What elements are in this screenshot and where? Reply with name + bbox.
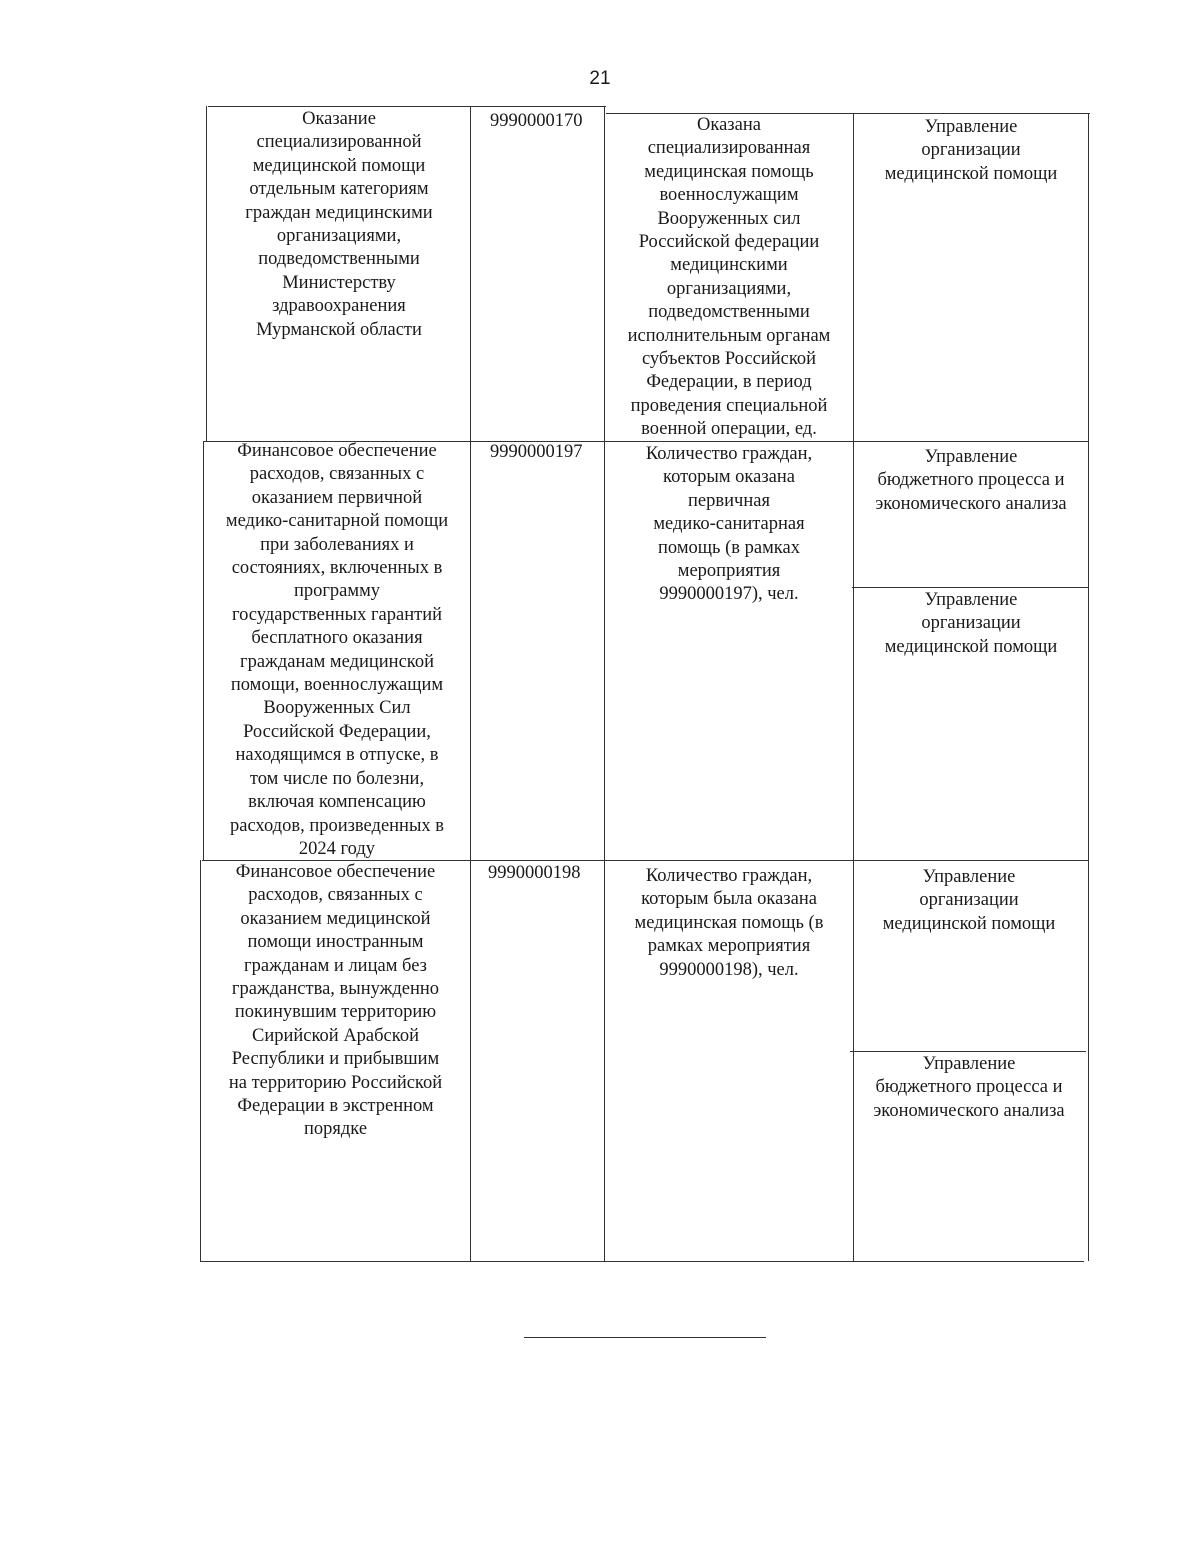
- footer-rule: [524, 1337, 766, 1338]
- event-cell: Оказание специализированной медицинской помощи отдельным категориям граждан медицинскими организациями, подведомственными Министерству здравоохранения Мурманской области: [245, 109, 433, 340]
- responsible-cell: Управление организации медицинской помощи: [884, 590, 1058, 657]
- table-border-left: [206, 106, 207, 441]
- event-cell: Финансовое обеспечение расходов, связанных с оказанием первичной медико-санитарной помощи при заболеваниях и состояниях, включенных в программу государственных гарантий бесплатного оказания гражданам медицинской помощи, военнослужащим Вооруженных Сил Российской Федерации, находящимся в отпуске, в том числе по болезни, включая компенсацию расходов, произведенных в 2024 году: [225, 441, 449, 859]
- table-border-right: [1088, 113, 1089, 1261]
- table-border-top-left: [208, 106, 606, 107]
- event-cell: Финансовое обеспечение расходов, связанных с оказанием медицинской помощи иностранным гражданам и лицам без гражданства, вынужденно покинувшим территорию Сирийской Арабской Республики и прибывшим на территорию Российской Федерации в экстренном порядке: [228, 862, 443, 1140]
- column-divider: [604, 106, 605, 1261]
- indicator-cell: Оказана специализированная медицинская помощь военнослужащим Вооруженных сил Российской федерации медицинскими организациями, подведомственными исполнительным органам субъектов Российской Федерации, в период проведения специальной военной операции, ед.: [627, 115, 831, 440]
- responsible-divider: [852, 587, 1088, 588]
- indicator-cell: Количество граждан, которым оказана первичная медико-санитарная помощь (в рамках мероприятия 9990000197), чел.: [645, 444, 813, 605]
- code-cell: 9990000197: [490, 442, 583, 462]
- responsible-cell: Управление бюджетного процесса и экономического анализа: [875, 447, 1067, 514]
- page-number: 21: [589, 68, 611, 89]
- table-border-bottom: [200, 1261, 1084, 1262]
- column-divider: [470, 106, 471, 1261]
- table-border-left: [200, 860, 201, 1261]
- code-cell: 9990000170: [490, 111, 583, 131]
- responsible-cell: Управление организации медицинской помощи: [882, 867, 1056, 934]
- responsible-cell: Управление организации медицинской помощи: [884, 117, 1058, 184]
- code-cell: 9990000198: [488, 863, 581, 883]
- table-border-left: [203, 441, 204, 860]
- indicator-cell: Количество граждан, которым была оказана медицинская помощь (в рамках мероприятия 9990000198), чел.: [634, 866, 824, 980]
- responsible-cell: Управление бюджетного процесса и экономического анализа: [873, 1054, 1065, 1121]
- responsible-divider: [850, 1051, 1086, 1052]
